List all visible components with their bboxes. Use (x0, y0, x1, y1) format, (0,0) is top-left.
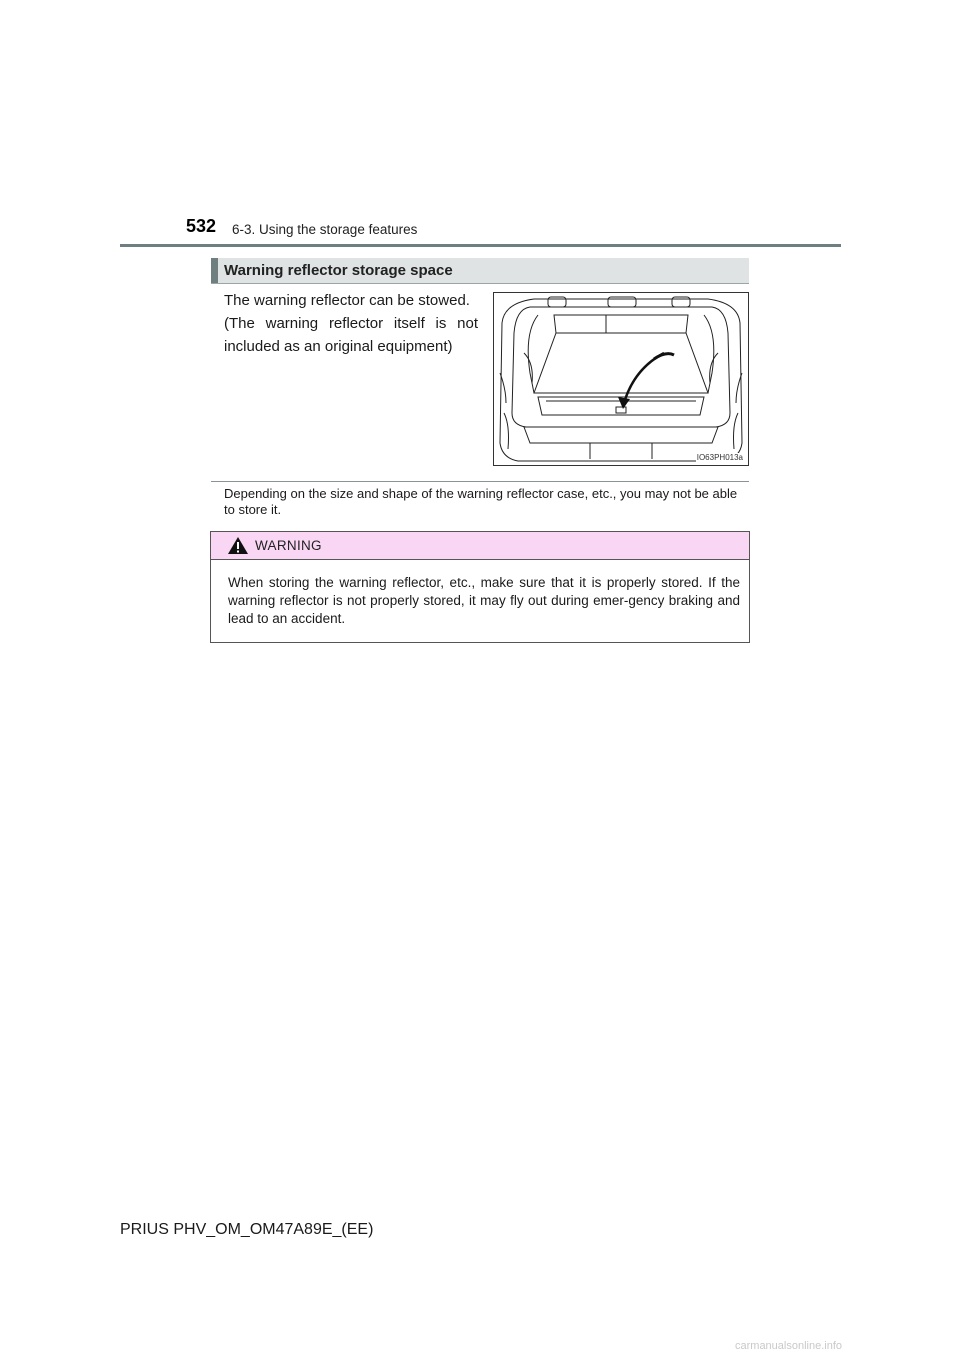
heading-accent-bar (211, 258, 218, 283)
cargo-area-illustration (493, 292, 749, 466)
watermark: carmanualsonline.info (735, 1340, 843, 1352)
note-divider (211, 481, 749, 482)
section-heading (211, 258, 749, 284)
warning-box (210, 531, 750, 643)
intro-paragraph-1: The warning reflector can be stowed. (224, 292, 470, 309)
section-heading-text: Warning reflector storage space (224, 262, 453, 279)
note-text: Depending on the size and shape of the warning reflector case, etc., you may not be able to store it. (224, 486, 738, 517)
document-id: PRIUS PHV_OM_OM47A89E_(EE) (120, 1221, 374, 1238)
intro-paragraph-2: (The warning reflector itself is not included as an original equipment) (224, 315, 478, 355)
intro-text (224, 289, 478, 358)
page-number: 532 (186, 216, 217, 236)
cargo-area-drawing (494, 293, 748, 465)
warning-triangle-icon (227, 536, 249, 555)
warning-label: WARNING (255, 538, 322, 553)
header-rule (120, 244, 841, 247)
chapter-title: 6-3. Using the storage features (232, 222, 418, 237)
figure-code: IO63PH013a (696, 453, 743, 462)
warning-text: When storing the warning reflector, etc., make sure that it is properly stored. If the warning reflector is not properly stored, it may fly out during emer-gency braking and lead to an accident. (228, 575, 740, 626)
warning-header (211, 532, 749, 560)
